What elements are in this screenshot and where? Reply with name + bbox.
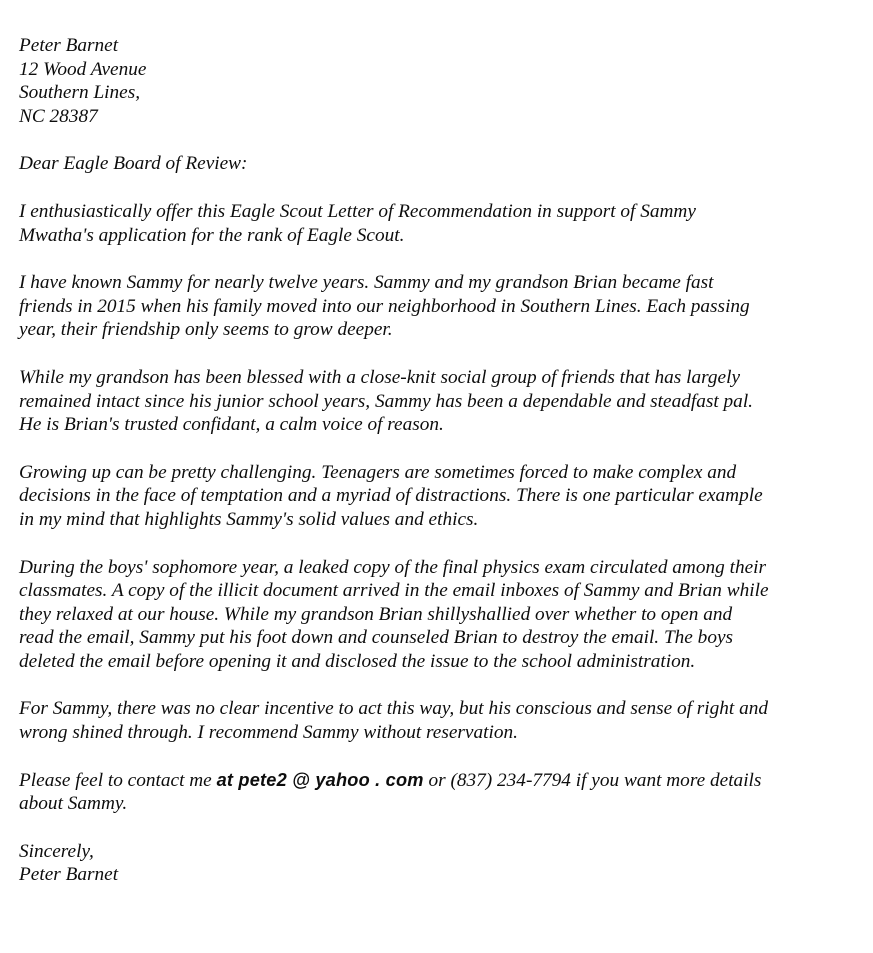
- paragraph-line: remained intact since his junior school years, Sammy has been a dependable and steadfast pal.: [19, 390, 754, 412]
- letter-body: [19, 34, 843, 887]
- sender-address-line: Southern Lines,: [19, 82, 141, 104]
- paragraph-contact: [19, 769, 843, 816]
- paragraph-line: He is Brian's trusted confidant, a calm voice of reason.: [19, 414, 444, 436]
- paragraph-line: they relaxed at our house. While my grandson Brian shillyshallied over whether to open and: [19, 603, 733, 625]
- closing-block: [19, 840, 843, 887]
- contact-phone-text: or (837) 234-7794 if you want more details: [423, 769, 762, 791]
- paragraph-line: I enthusiastically offer this Eagle Scout Letter of Recommendation in support of Sammy: [19, 200, 696, 222]
- sender-address-block: [19, 34, 843, 128]
- paragraph-line: in my mind that highlights Sammy's solid values and ethics.: [19, 508, 479, 530]
- contact-lead-text: Please feel to contact me: [19, 769, 217, 791]
- paragraph-line: friends in 2015 when his family moved into our neighborhood in Southern Lines. Each passing: [19, 295, 750, 317]
- paragraph-exam-anecdote: [19, 556, 843, 674]
- sender-address-line: NC 28387: [19, 105, 98, 127]
- salutation-line: Dear Eagle Board of Review:: [19, 153, 248, 175]
- valediction: Sincerely,: [19, 840, 94, 862]
- paragraph-line: classmates. A copy of the illicit document arrived in the email inboxes of Sammy and Brian while: [19, 580, 769, 602]
- paragraph-line: read the email, Sammy put his foot down and counseled Brian to destroy the email. The boys: [19, 627, 734, 649]
- paragraph-growing-up: [19, 461, 843, 532]
- contact-line: [19, 769, 843, 793]
- paragraph-line: Mwatha's application for the rank of Eagle Scout.: [19, 224, 405, 246]
- paragraph-line: For Sammy, there was no clear incentive to act this way, but his conscious and sense of right and: [19, 698, 769, 720]
- paragraph-line: decisions in the face of temptation and a myriad of distractions. There is one particular example: [19, 485, 763, 507]
- paragraph-line: wrong shined through. I recommend Sammy without reservation.: [19, 722, 518, 744]
- sender-address-line: 12 Wood Avenue: [19, 58, 147, 80]
- contact-email-address: at pete2 @ yahoo . com: [216, 769, 424, 790]
- paragraph-line: Growing up can be pretty challenging. Teenagers are sometimes forced to make complex and: [19, 461, 737, 483]
- salutation: [19, 152, 843, 176]
- paragraph-line: While my grandson has been blessed with a close-knit social group of friends that has largely: [19, 366, 741, 388]
- paragraph-recommendation: [19, 697, 843, 744]
- contact-line: about Sammy.: [19, 793, 128, 815]
- paragraph-line: I have known Sammy for nearly twelve years. Sammy and my grandson Brian became fast: [19, 272, 714, 294]
- paragraph-line: year, their friendship only seems to grow deeper.: [19, 319, 393, 341]
- paragraph-intro: [19, 200, 843, 247]
- signature-name: Peter Barnet: [19, 864, 119, 886]
- paragraph-acquaintance: [19, 271, 843, 342]
- paragraph-friendship: [19, 366, 843, 437]
- sender-address-line: Peter Barnet: [19, 35, 119, 56]
- paragraph-line: During the boys' sophomore year, a leaked copy of the final physics exam circulated among their: [19, 556, 767, 578]
- paragraph-line: deleted the email before opening it and disclosed the issue to the school administration.: [19, 650, 696, 672]
